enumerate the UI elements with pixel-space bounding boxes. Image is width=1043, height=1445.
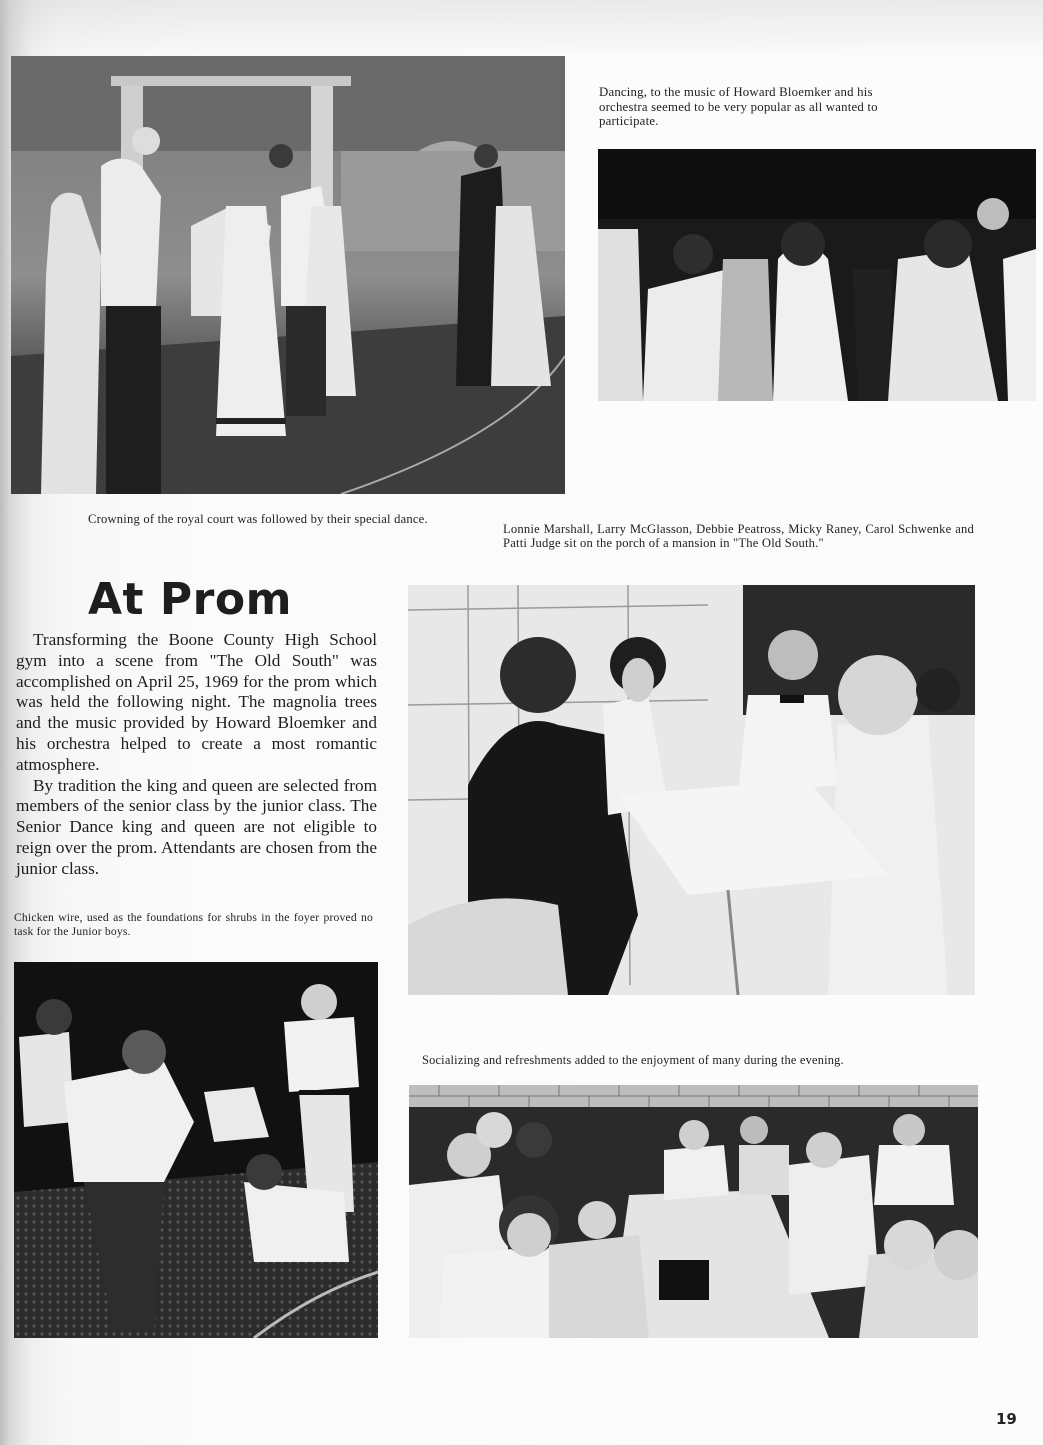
- photo-orchestra-dancing: [598, 149, 1036, 401]
- caption-mansion-porch: Lonnie Marshall, Larry McGlasson, Debbie Peatross, Micky Raney, Carol Schwenke and Patti Judge sit on the porch of a mansion in "The Old South.": [503, 522, 974, 551]
- orchestra-dancing-image: [598, 149, 1036, 401]
- refreshments-image: [409, 1085, 978, 1338]
- photo-refreshments: [409, 1085, 978, 1338]
- page-number: 19: [996, 1410, 1017, 1428]
- article-paragraph-2: By tradition the king and queen are selected from members of the senior class by the junior class. The Senior Dance king and queen are not eligible to reign over the prom. Attendants are chosen from the junior class.: [16, 775, 377, 878]
- photo-royal-court-dance: [11, 56, 565, 494]
- mansion-porch-image: [408, 585, 975, 995]
- royal-court-dance-image: [11, 56, 565, 494]
- caption-royal-court-dance: Crowning of the royal court was followed by their special dance.: [88, 512, 428, 526]
- article-body: [16, 630, 377, 880]
- photo-chicken-wire: [14, 962, 378, 1338]
- caption-orchestra-dancing: Dancing, to the music of Howard Bloemker and his orchestra seemed to be very popular as all wanted to participate.: [599, 85, 878, 128]
- photo-mansion-porch: [408, 585, 975, 995]
- caption-chicken-wire: Chicken wire, used as the foundations for shrubs in the foyer proved no task for the Junior boys.: [14, 911, 373, 938]
- page-headline: At Prom: [88, 574, 292, 625]
- page-shading: [0, 0, 1043, 60]
- chicken-wire-image: [14, 962, 378, 1338]
- article-paragraph-1: Transforming the Boone County High School gym into a scene from "The Old South" was accomplished on April 25, 1969 for the prom which was held the following night. The magnolia trees and the music provided by Howard Bloemker and his orchestra helped to create a most romantic atmosphere.: [16, 630, 377, 774]
- caption-refreshments: Socializing and refreshments added to the enjoyment of many during the evening.: [422, 1053, 844, 1067]
